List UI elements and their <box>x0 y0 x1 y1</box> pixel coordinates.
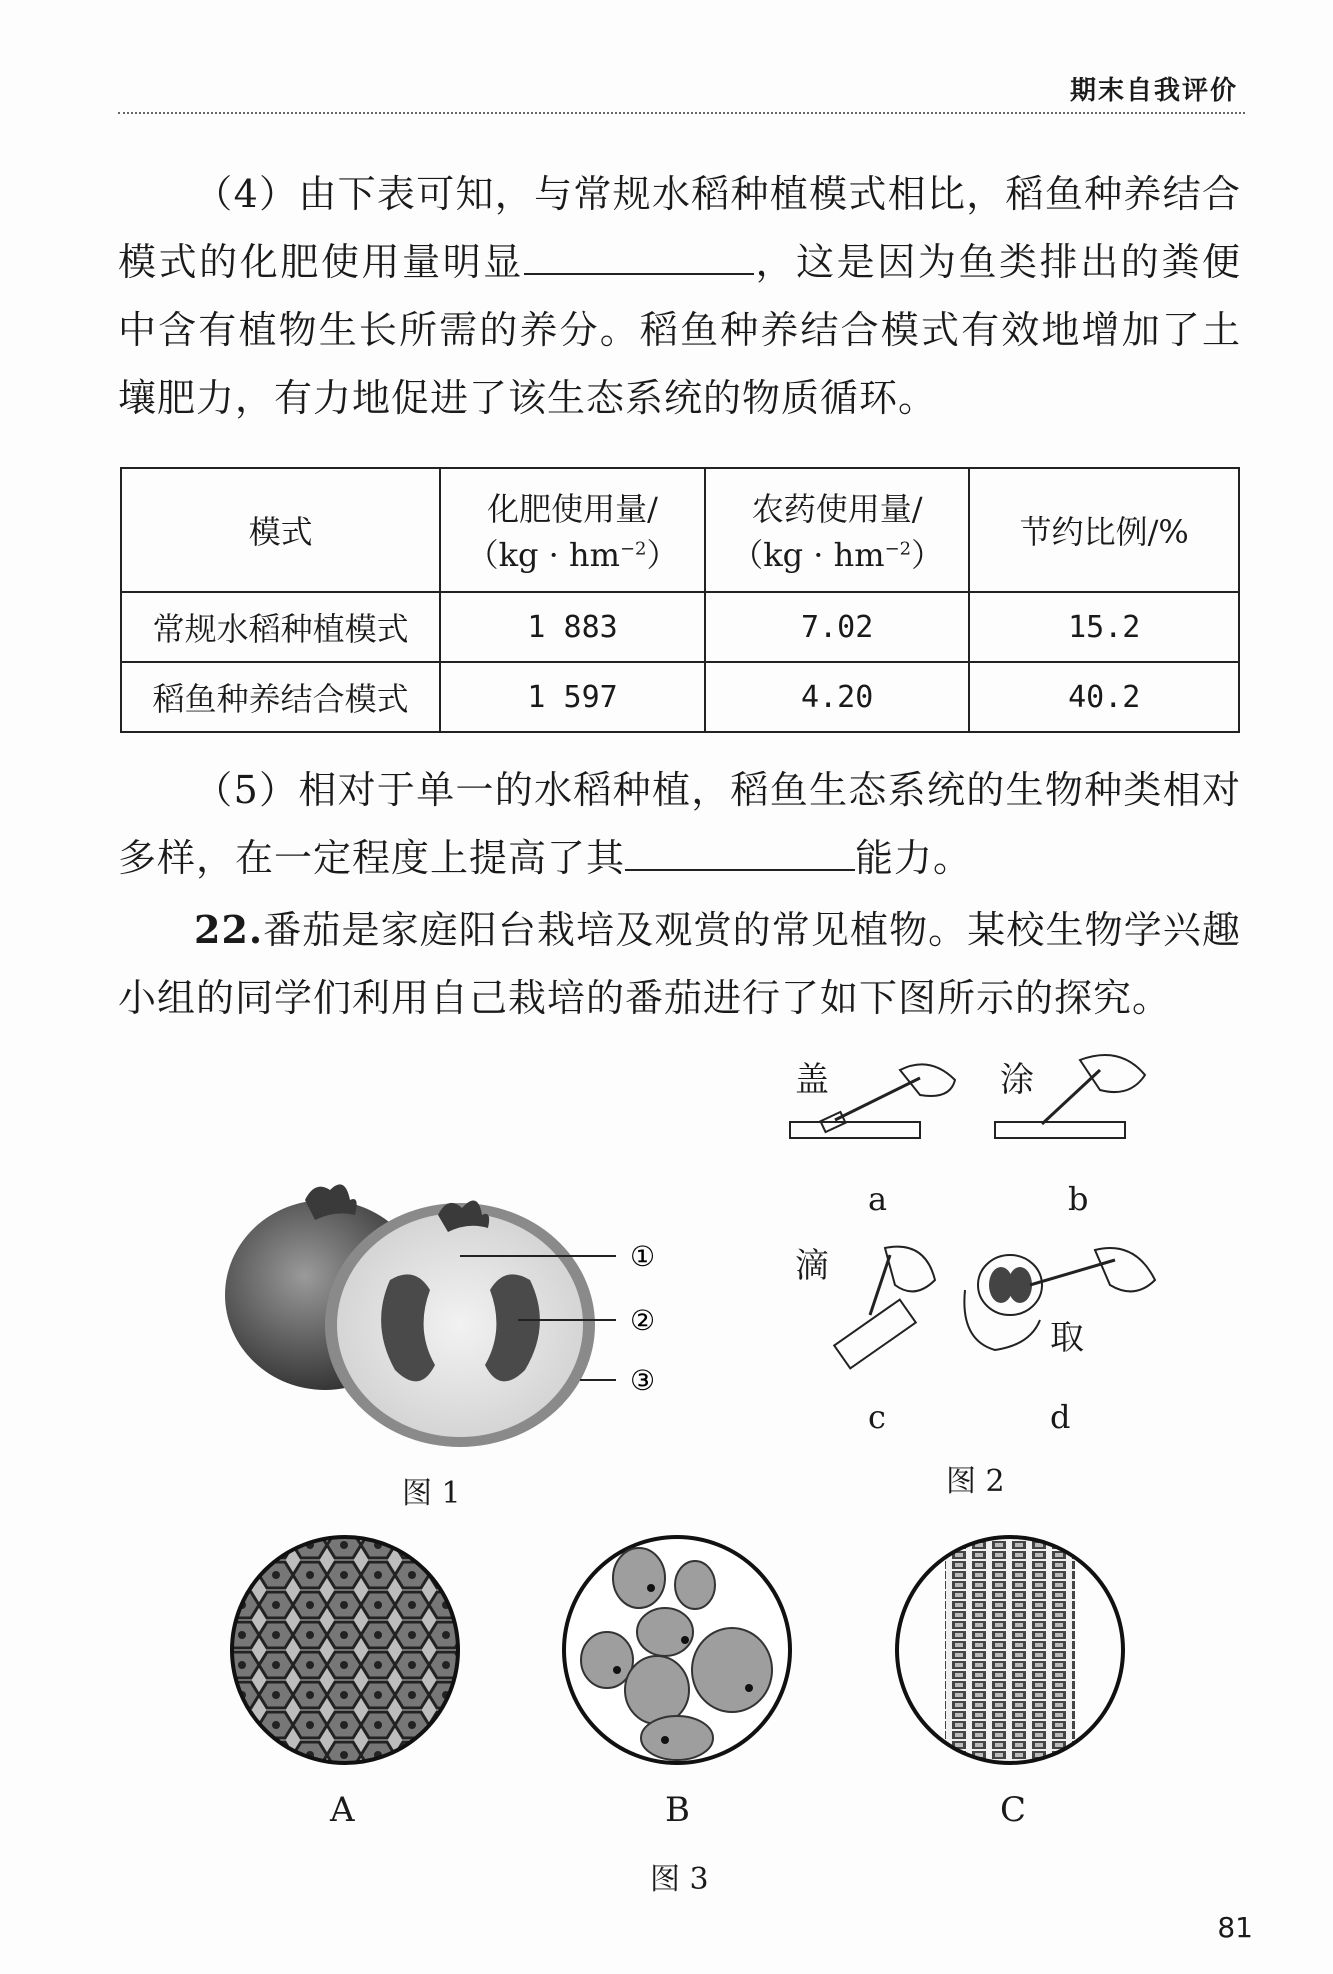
answer-blank-q5[interactable] <box>625 839 855 871</box>
table-row <box>121 662 1239 732</box>
tomato-d-cavity-right <box>1008 1267 1032 1303</box>
vessel-texture-c <box>945 1530 1075 1770</box>
tweezers-a <box>835 1078 920 1120</box>
steps-c-d-illustration <box>815 1240 1175 1370</box>
question-4-paragraph <box>118 160 1241 432</box>
page-number: 81 <box>1217 1911 1253 1944</box>
microscope-view-b <box>557 1530 797 1770</box>
pulp-cell <box>641 1716 713 1760</box>
table-cell-ratio: 40.2 <box>969 662 1239 732</box>
pesticide-header-line1: 农药使用量/ <box>751 490 923 528</box>
step-b-action: 涂 <box>1000 1060 1034 1100</box>
table-header-fertilizer <box>440 468 705 592</box>
hand-d-right <box>1095 1248 1155 1291</box>
hand-c <box>885 1247 935 1292</box>
table-cell-mode: 稻鱼种养结合模式 <box>121 662 440 732</box>
step-d-letter: d <box>1050 1398 1071 1436</box>
table-header-ratio: 节约比例/% <box>969 468 1239 592</box>
hand-a <box>900 1064 955 1096</box>
label-2: ② <box>630 1304 656 1337</box>
fertilizer-header-line1: 化肥使用量/ <box>487 490 658 528</box>
table-header-pesticide <box>705 468 970 592</box>
pulp-cell <box>675 1561 715 1609</box>
slide-a <box>790 1122 920 1138</box>
needle-d <box>1030 1260 1115 1285</box>
slide-b <box>995 1122 1125 1138</box>
pulp-cell <box>613 1548 665 1608</box>
step-c-action: 滴 <box>795 1246 829 1286</box>
step-d-action: 取 <box>1050 1318 1084 1358</box>
cell-texture-a <box>225 1530 465 1770</box>
figure-2-caption: 图 2 <box>946 1464 1005 1499</box>
table-cell-fertilizer: 1 597 <box>440 662 705 732</box>
question-5-text-before: （5）相对于单一的水稻种植，稻鱼生态系统的生物种类相对多样，在一定程度上提高了其 <box>118 768 1241 880</box>
question-4-text-before: （4）由下表可知，与常规水稻种植模式相比，稻鱼种养结合模式的化肥使用量明显 <box>118 172 1241 284</box>
table-row <box>121 592 1239 662</box>
step-a-action: 盖 <box>795 1060 829 1100</box>
pulp-cell <box>581 1632 633 1688</box>
question-5-text-after: 能力。 <box>855 836 973 880</box>
header-dotted-rule <box>118 112 1245 114</box>
view-a-letter: A <box>330 1790 355 1830</box>
view-c-letter: C <box>1000 1790 1027 1830</box>
pulp-cell <box>692 1628 772 1712</box>
view-b-letter: B <box>665 1790 690 1830</box>
dropper-c <box>870 1255 890 1315</box>
pulp-cell <box>637 1608 693 1656</box>
question-22-paragraph <box>118 896 1241 1032</box>
step-c-letter: c <box>868 1398 886 1436</box>
slide-c <box>834 1300 916 1369</box>
table-cell-pesticide: 7.02 <box>705 592 970 662</box>
table-cell-ratio: 15.2 <box>969 592 1239 662</box>
microscope-view-c <box>890 1530 1130 1770</box>
figure-1-caption: 图 1 <box>402 1476 461 1511</box>
table-header-mode: 模式 <box>121 468 440 592</box>
question-22-number: 22. <box>194 907 264 952</box>
question-22-text: 番茄是家庭阳台栽培及观赏的常见植物。某校生物学兴趣小组的同学们利用自己栽培的番茄进行了如下图所示的探究。 <box>118 908 1241 1020</box>
answer-blank-q4[interactable] <box>524 243 754 275</box>
table-cell-fertilizer: 1 883 <box>440 592 705 662</box>
steps-a-b-illustration <box>780 1050 1180 1150</box>
table-cell-pesticide: 4.20 <box>705 662 970 732</box>
microscope-view-a <box>225 1530 465 1770</box>
fertilizer-header-line2: $(kg \cdot hm^{-2})$ <box>466 536 679 574</box>
cut-tomato-flesh <box>337 1213 583 1437</box>
figure-3-caption: 图 3 <box>650 1862 709 1897</box>
label-3: ③ <box>630 1364 656 1397</box>
pulp-cell <box>625 1656 689 1724</box>
pesticide-header-line2: $(kg \cdot hm^{-2})$ <box>731 536 944 574</box>
table-cell-mode: 常规水稻种植模式 <box>121 592 440 662</box>
header-title: 期末自我评价 <box>1069 76 1238 106</box>
step-a-letter: a <box>868 1180 888 1218</box>
tomato-figure <box>220 1160 700 1450</box>
label-1: ① <box>630 1240 656 1273</box>
question-4-text-after: ，这是因为鱼类排出的粪便中含有植物生长所需的养分。稻鱼种养结合模式有效地增加了土壤肥力，有力地促进了该生态系统的物质循环。 <box>118 240 1241 420</box>
question-5-paragraph <box>118 756 1241 892</box>
hand-b <box>1080 1055 1145 1092</box>
fertilizer-pesticide-table <box>120 467 1240 733</box>
step-b-letter: b <box>1068 1180 1089 1218</box>
table-header-row <box>121 468 1239 592</box>
